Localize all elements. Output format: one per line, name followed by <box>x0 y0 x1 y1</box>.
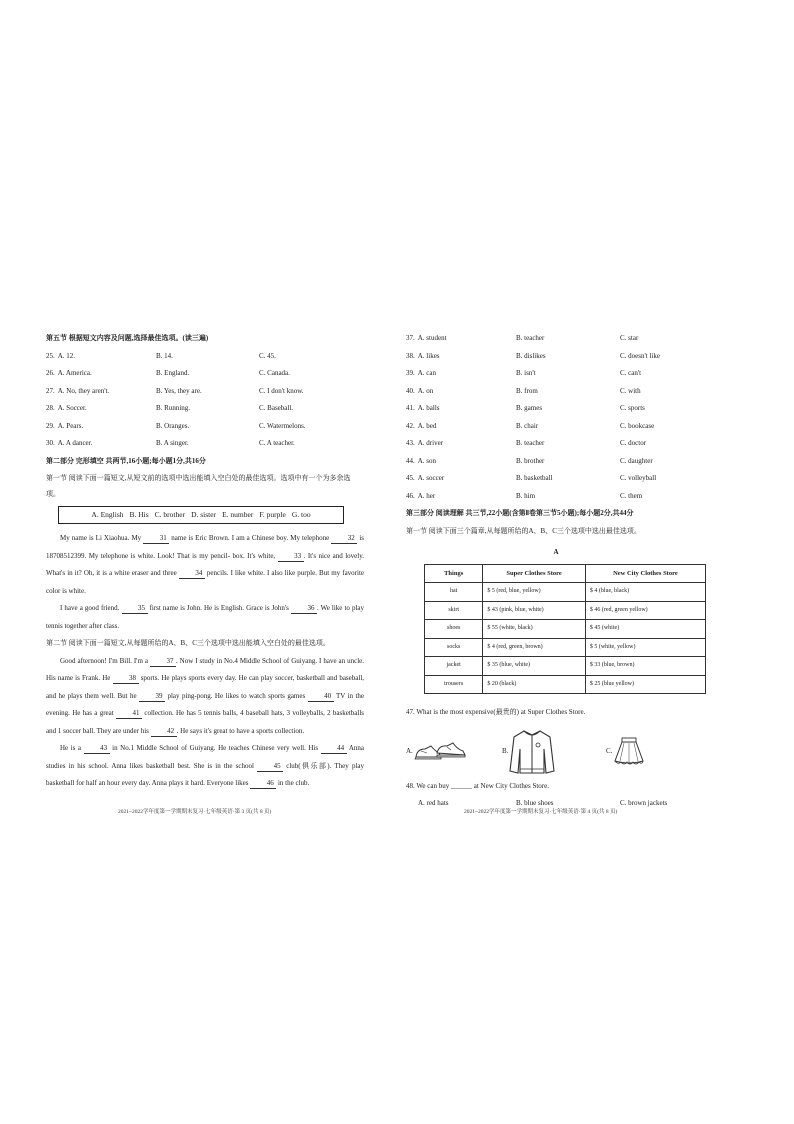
section5-title: 第五节 根据短文内容及问题,选择最佳选项。(读三遍) <box>46 334 209 342</box>
option-b[interactable]: B. Oranges. <box>156 421 190 430</box>
table-row <box>425 638 706 657</box>
option-a-shoes[interactable] <box>406 739 502 765</box>
question-number: 44. <box>406 456 415 465</box>
blank-46[interactable]: 46 <box>250 778 276 789</box>
question-number: 42. <box>406 421 415 430</box>
option-c-skirt[interactable] <box>606 735 646 769</box>
question-number: 38. <box>406 351 415 360</box>
option-a[interactable]: A. likes <box>417 351 440 360</box>
table-row <box>425 601 706 620</box>
option-a[interactable]: A. America. <box>57 369 92 377</box>
question-number: 46. <box>406 491 415 500</box>
passage-label: A <box>553 548 559 556</box>
question-number: 30. <box>46 439 55 447</box>
table-cell: trousers <box>425 675 483 694</box>
question-number: 37. <box>406 334 415 342</box>
table-cell: $ 35 (blue, white) <box>483 657 585 676</box>
question-48: 48. We can buy ______ at New City Clothes Store. <box>406 781 549 790</box>
question-number: 41. <box>406 404 415 412</box>
word-bank-option[interactable]: D. sister <box>191 510 217 520</box>
question-number: 25. <box>46 351 55 360</box>
question-start <box>406 400 516 418</box>
word-bank-option[interactable]: C. brother <box>154 510 186 520</box>
question-start <box>406 330 516 348</box>
option-b[interactable]: B. blue shoes <box>516 799 554 807</box>
option-b[interactable]: B. teacher <box>516 334 545 342</box>
passage-text: Good afternoon! I'm Bill. I'm a <box>60 656 148 665</box>
table-row <box>425 583 706 602</box>
option-b[interactable]: B. England. <box>156 369 190 377</box>
passage-text: I have a good friend. <box>60 604 120 612</box>
table-cell: $ 25 (blue yellow) <box>585 675 705 694</box>
option-a[interactable]: A. her <box>417 491 436 500</box>
passage-text: . We like to play tennis together after class. <box>46 604 365 630</box>
option-c[interactable]: C. bookcase <box>620 421 655 430</box>
question-number: 27. <box>46 386 55 395</box>
passage-text: pencils. I like white. I also like purple. But my favorite color is white. <box>46 569 365 595</box>
question-number: 29. <box>46 421 55 430</box>
table-header-row <box>425 564 706 583</box>
word-bank-option[interactable]: A. English <box>91 510 124 520</box>
passage2-paragraph1 <box>46 653 364 741</box>
word-bank-option[interactable]: B. His <box>129 510 149 520</box>
blank-38[interactable]: 38 <box>113 673 139 684</box>
question-start <box>406 383 516 401</box>
question-start <box>46 383 156 401</box>
table-header-cell: New City Clothes Store <box>585 564 705 583</box>
table-cell: shoes <box>425 620 483 639</box>
section2-instruction: 第二节 阅读下面一篇短文,从每题所给的A、B、C三个选项中选出能填入空白处的最佳选项。 <box>46 639 330 647</box>
option-c[interactable]: C. star <box>620 334 639 342</box>
option-label: C. <box>606 746 613 755</box>
option-c[interactable]: C. sports <box>620 404 645 412</box>
question-47-options <box>406 726 706 778</box>
passage-text: name is Eric Brown. I am a Chinese boy. My telephone <box>171 534 330 542</box>
passage-text: first name is John. He is English. Grace is John's <box>149 604 289 612</box>
option-a[interactable]: A. red hats <box>418 799 449 807</box>
table-cell: $ 45 (white) <box>585 620 705 639</box>
question-start <box>406 435 516 453</box>
blank-35[interactable]: 35 <box>122 603 148 614</box>
right-page-footer: 2021~2022学年度第一学期期末复习·七年级英语·第 4 页(共 8 页) <box>464 809 618 815</box>
word-bank-box <box>58 506 344 524</box>
option-a[interactable]: A. Pears. <box>57 421 84 430</box>
table-header-cell: Things <box>425 564 483 583</box>
passage-text: in No.1 Middle School of Guiyang. He teaches Chinese very well. His <box>112 744 319 752</box>
question-start <box>46 348 156 366</box>
option-c[interactable]: C. Canada. <box>259 369 290 377</box>
question-row <box>406 470 706 488</box>
option-b[interactable]: B. basketball <box>516 474 553 482</box>
option-b[interactable]: B. 14. <box>156 351 173 360</box>
table-row <box>425 675 706 694</box>
option-a[interactable]: A. A dancer. <box>57 439 93 447</box>
table-cell: socks <box>425 638 483 657</box>
option-c[interactable]: C. can't <box>620 369 642 377</box>
passage-text: Anna studies in his school. Anna likes basketball best. She is in the school <box>46 744 365 770</box>
option-c[interactable]: C. Baseball. <box>259 404 294 412</box>
option-a[interactable]: A. can <box>417 369 437 377</box>
table-cell: $ 33 (blue, brown) <box>585 657 705 676</box>
option-b[interactable]: B. games <box>516 404 543 412</box>
option-c[interactable]: C. doesn't like <box>620 351 660 360</box>
option-a[interactable]: A. driver <box>417 439 444 447</box>
question-number: 43. <box>406 439 415 447</box>
option-c[interactable]: C. A teacher. <box>259 439 295 447</box>
option-c[interactable]: C. daughter <box>620 456 653 465</box>
question-number: 39. <box>406 369 415 377</box>
option-b[interactable]: B. chair <box>516 421 539 430</box>
blank-40[interactable]: 40 <box>308 691 334 702</box>
table-cell: $ 55 (white, black) <box>483 620 585 639</box>
question-row <box>406 348 706 366</box>
question-row <box>406 418 706 436</box>
word-bank-option[interactable]: G. too <box>291 510 311 520</box>
question-start <box>406 453 516 471</box>
option-b[interactable]: B. him <box>516 491 536 500</box>
word-bank-option[interactable]: F. purple <box>259 510 286 520</box>
passage2-paragraph2 <box>46 740 364 793</box>
question-row <box>406 330 706 348</box>
blank-39[interactable]: 39 <box>139 691 165 702</box>
question-start <box>46 435 156 453</box>
question-row <box>46 348 364 366</box>
option-b[interactable]: B. A singer. <box>156 439 189 447</box>
question-start <box>406 418 516 436</box>
option-c[interactable]: C. doctor <box>620 439 647 447</box>
option-c[interactable]: C. 45. <box>259 351 276 360</box>
passage-text: in the club. <box>277 779 310 787</box>
section1-instruction: 第一节 阅读下面一篇短文,从短文前的选项中选出能填入空白处的最佳选项。选项中有一个为多余选项。 <box>46 474 351 498</box>
passage-text: . It's nice and lovely. What's in it? Oh, it is a white eraser and three <box>46 551 364 577</box>
question-row <box>406 488 706 506</box>
option-a[interactable]: A. balls <box>417 404 440 412</box>
option-c[interactable]: C. brown jackets <box>620 799 668 807</box>
passage1-paragraph1 <box>46 530 364 600</box>
question-row <box>406 365 706 383</box>
question-list-37-46 <box>406 330 706 505</box>
question-list-25-30 <box>46 348 364 453</box>
left-page <box>46 330 364 793</box>
option-c[interactable]: C. Watermelons. <box>259 421 306 430</box>
question-start <box>46 365 156 383</box>
table-header-cell: Super Clothes Store <box>483 564 585 583</box>
clothes-price-table <box>424 564 706 695</box>
table-row <box>425 657 706 676</box>
option-a[interactable]: A. No, they aren't. <box>57 386 110 395</box>
shoes-icon <box>413 739 467 765</box>
table-cell: $ 5 (white, yellow) <box>585 638 705 657</box>
option-b[interactable]: B. teacher <box>516 439 545 447</box>
table-cell: $ 43 (pink, blue, white) <box>483 601 585 620</box>
option-a[interactable]: A. bed <box>417 421 437 430</box>
part3-title: 第三部分 阅读理解 共三节,22小题(含第Ⅱ卷第三节5小题);每小题2分,共44分 <box>406 509 634 517</box>
passage-text: . Now I study in No.4 Middle School of Guiyang. I have an uncle. His name is Frank. He <box>46 656 364 682</box>
table-cell: hat <box>425 583 483 602</box>
option-a[interactable]: A. soccer <box>417 474 445 482</box>
passage-text: club(俱乐部). They play basketball for half an hour every day. Anna plays it hard. Everyone likes <box>46 761 365 787</box>
option-b[interactable]: B. dislikes <box>516 351 546 360</box>
option-a[interactable]: A. 12. <box>57 351 76 360</box>
blank-33[interactable]: 33 <box>278 551 304 562</box>
right-page <box>406 330 706 813</box>
blank-43[interactable]: 43 <box>84 743 110 754</box>
option-c[interactable]: C. volleyball <box>620 474 657 482</box>
table-cell: $ 4 (blue, black) <box>585 583 705 602</box>
question-row <box>406 400 706 418</box>
question-row <box>46 365 364 383</box>
question-number: 40. <box>406 386 415 395</box>
option-a[interactable]: A. Soccer. <box>57 404 87 412</box>
question-row <box>46 400 364 418</box>
option-b[interactable]: B. isn't <box>516 369 536 377</box>
blank-31[interactable]: 31 <box>143 533 169 544</box>
option-label: A. <box>406 746 413 755</box>
blank-44[interactable]: 44 <box>321 743 347 754</box>
question-row <box>406 435 706 453</box>
option-b-jacket[interactable] <box>502 727 606 777</box>
blank-37[interactable]: 37 <box>150 656 176 667</box>
skirt-icon <box>612 735 646 769</box>
question-row <box>46 383 364 401</box>
part2-title: 第二部分 完形填空 共两节,16小题;每小题1分,共16分 <box>46 456 206 465</box>
left-page-footer: 2021~2022学年度第一学期期末复习·七年级英语·第 3 页(共 8 页) <box>118 809 272 815</box>
passage-text: collection. He has 5 tennis balls, 4 baseball hats, 3 volleyballs, 2 basketballs and 1 soccer ball. They are under his <box>46 709 365 735</box>
question-start <box>406 470 516 488</box>
option-b[interactable]: B. Yes, they are. <box>156 386 202 395</box>
question-row <box>406 383 706 401</box>
option-a[interactable]: A. son <box>417 456 437 465</box>
table-cell: $ 5 (red, blue, yellow) <box>483 583 585 602</box>
passage-text: My name is Li Xiaohua. My <box>60 534 142 542</box>
question-47: 47. What is the most expensive(最贵的) at Super Clothes Store. <box>406 708 586 716</box>
option-b[interactable]: B. brother <box>516 456 545 465</box>
option-b[interactable]: B. from <box>516 386 538 395</box>
question-start <box>406 348 516 366</box>
blank-42[interactable]: 42 <box>151 726 177 737</box>
passage-text: . He says it's great to have a sports collection. <box>176 726 305 735</box>
table-cell: $ 20 (black) <box>483 675 585 694</box>
option-c[interactable]: C. them <box>620 491 643 500</box>
option-c[interactable]: C. with <box>620 386 641 395</box>
blank-41[interactable]: 41 <box>116 708 142 719</box>
question-start <box>406 365 516 383</box>
blank-45[interactable]: 45 <box>257 761 283 772</box>
question-number: 28. <box>46 404 55 412</box>
passage-text: TV in the evening. He has a great <box>46 691 365 717</box>
question-row <box>406 453 706 471</box>
passage-text: sports. He plays sports every day. He can play soccer, basketball and baseball, and he plays them well. But he <box>46 674 365 700</box>
passage-text: is 18708512399. My telephone is white. Look! That is my pencil- box. It's white, <box>46 534 365 560</box>
option-label: B. <box>502 746 509 755</box>
option-b[interactable]: B. Running. <box>156 404 191 412</box>
option-a[interactable]: A. on <box>417 386 434 395</box>
blank-34[interactable]: 34 <box>179 568 205 579</box>
table-cell: skirt <box>425 601 483 620</box>
blank-36[interactable]: 36 <box>291 603 317 614</box>
option-a[interactable]: A. student <box>417 334 447 342</box>
passage1-paragraph2 <box>46 600 364 635</box>
question-start <box>46 400 156 418</box>
jacket-icon <box>508 727 556 777</box>
question-row <box>46 435 364 453</box>
blank-32[interactable]: 32 <box>331 533 357 544</box>
word-bank-option[interactable]: E. number <box>222 510 254 520</box>
question-start <box>406 488 516 506</box>
table-cell: $ 46 (red, green yellow) <box>585 601 705 620</box>
question-number: 45. <box>406 474 415 482</box>
table-row <box>425 620 706 639</box>
part3-instruction: 第一节 阅读下面三个篇章,从每题所给的A、B、C三个选项中选出最佳选项。 <box>406 526 641 535</box>
question-number: 26. <box>46 369 55 377</box>
passage-text: He is a <box>60 744 82 752</box>
option-c[interactable]: C. I don't know. <box>259 386 304 395</box>
passage-text: play ping-pong. He likes to watch sports games <box>167 691 306 700</box>
question-row <box>46 418 364 436</box>
table-cell: jacket <box>425 657 483 676</box>
question-start <box>46 418 156 436</box>
table-cell: $ 4 (red, green, brown) <box>483 638 585 657</box>
